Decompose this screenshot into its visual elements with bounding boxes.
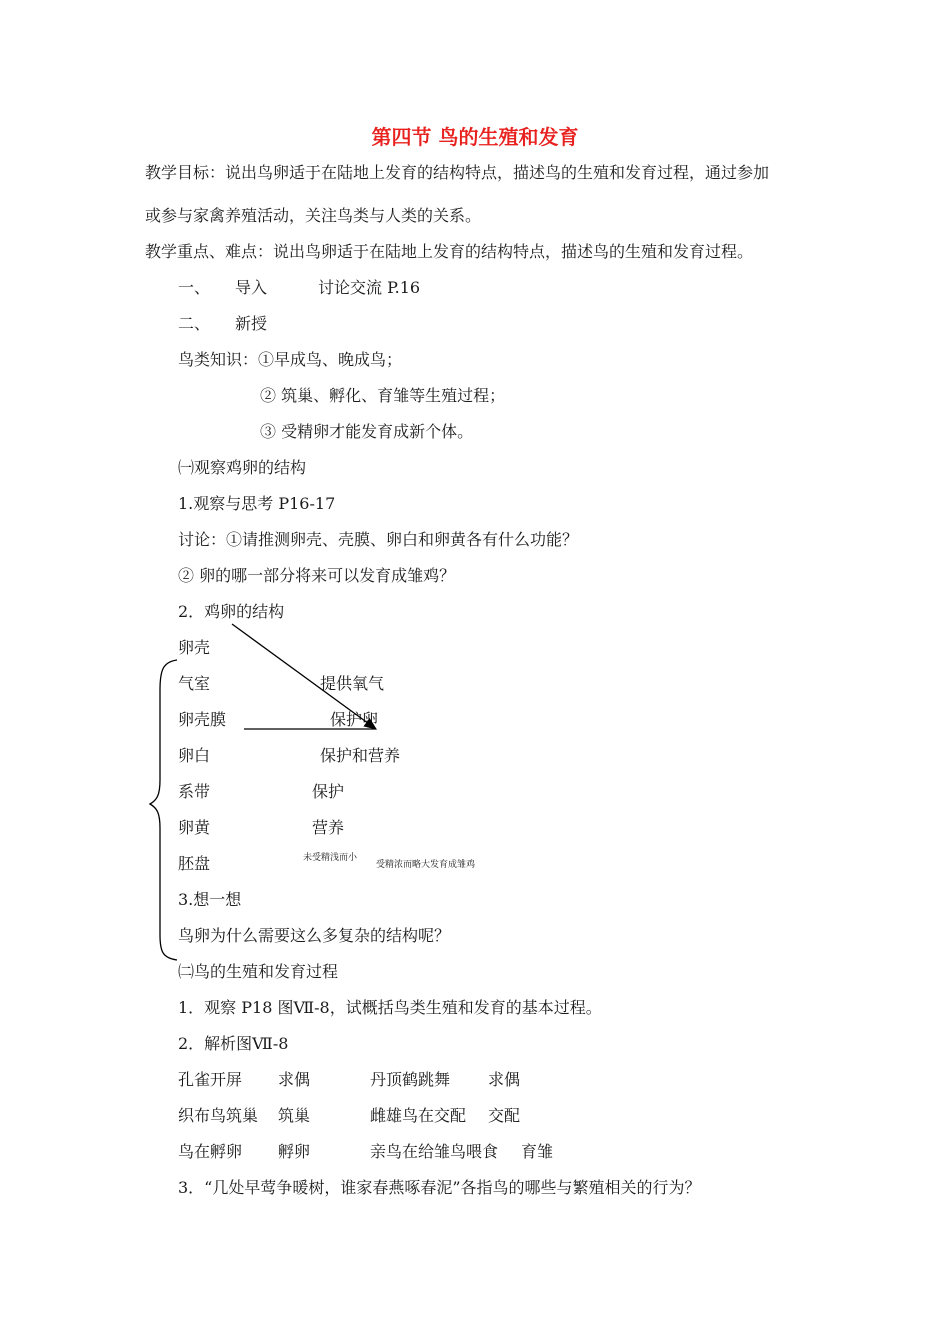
behavior-example: 孔雀开屏 <box>178 1070 243 1089</box>
egg-function-air-cell: 提供氧气 <box>320 674 385 693</box>
egg-part-shell-membrane: 卵壳膜 <box>178 710 227 729</box>
bird-knowledge-item-2: ② 筑巢、孵化、育雏等生殖过程； <box>260 386 506 405</box>
page-title: 第四节 鸟的生殖和发育 <box>371 125 579 149</box>
teaching-goals-line-1: 教学目标：说出鸟卵适于在陆地上发育的结构特点，描述鸟的生殖和发育过程，通过参加 <box>145 163 770 182</box>
section-2-name: 新授 <box>235 314 268 333</box>
discussion-1: 讨论：①请推测卵壳、壳膜、卵白和卵黄各有什么功能？ <box>178 530 579 549</box>
behavior-example: 亲鸟在给雏鸟喂食 <box>370 1142 499 1161</box>
part-2-heading: ㈡鸟的生殖和发育过程 <box>178 962 339 981</box>
think-heading: 3.想一想 <box>178 890 242 909</box>
key-points: 教学重点、难点：说出鸟卵适于在陆地上发育的结构特点，描述鸟的生殖和发育过程。 <box>145 242 754 261</box>
section-2-number: 二、 <box>178 314 211 333</box>
part-2-item-1: 1．观察 P18 图Ⅶ-8，试概括鸟类生殖和发育的基本过程。 <box>178 998 602 1017</box>
question-3: 3．“几处早莺争暖树，谁家春燕啄春泥”各指鸟的哪些与繁殖相关的行为？ <box>178 1178 701 1197</box>
behavior-example: 雌雄鸟在交配 <box>370 1106 467 1125</box>
behavior-type: 交配 <box>488 1106 521 1125</box>
egg-structure-heading: 2．鸡卵的结构 <box>178 602 285 621</box>
think-question: 鸟卵为什么需要这么多复杂的结构呢？ <box>178 926 451 945</box>
embryo-note-unfertilized: 未受精浅而小 <box>303 853 358 863</box>
egg-part-chalaza: 系带 <box>178 782 211 801</box>
observe-think: 1.观察与思考 P16-17 <box>178 494 336 513</box>
part-1-heading: ㈠观察鸡卵的结构 <box>178 458 307 477</box>
embryo-note-fertilized: 受精浓而略大发育成雏鸡 <box>376 860 476 870</box>
bird-knowledge-label: 鸟类知识：①早成鸟、晚成鸟； <box>178 350 403 369</box>
behavior-type: 求偶 <box>488 1070 521 1089</box>
egg-part-germinal-disc: 胚盘 <box>178 854 211 873</box>
egg-function-albumen: 保护和营养 <box>320 746 401 765</box>
egg-part-air-cell: 气室 <box>178 674 211 693</box>
section-1-name: 导入 <box>235 278 268 297</box>
egg-function-yolk: 营养 <box>312 818 345 837</box>
section-1-number: 一、 <box>178 278 211 297</box>
egg-part-shell: 卵壳 <box>178 638 211 657</box>
bird-knowledge-item-3: ③ 受精卵才能发育成新个体。 <box>260 422 474 441</box>
behavior-type: 育雏 <box>521 1142 554 1161</box>
discussion-2: ② 卵的哪一部分将来可以发育成雏鸡？ <box>178 566 456 585</box>
behavior-example: 丹顶鹤跳舞 <box>370 1070 451 1089</box>
egg-part-yolk: 卵黄 <box>178 818 211 837</box>
teaching-goals-line-2: 或参与家禽养殖活动，关注鸟类与人类的关系。 <box>145 206 482 225</box>
curly-brace <box>150 660 177 960</box>
part-2-item-2: 2．解析图Ⅶ-8 <box>178 1034 289 1053</box>
egg-function-shell-membrane: 保护卵 <box>330 710 379 729</box>
behavior-example: 织布鸟筑巢 <box>178 1106 259 1125</box>
section-1-text: 讨论交流 P.16 <box>318 278 421 297</box>
egg-function-chalaza: 保护 <box>312 782 345 801</box>
behavior-type: 孵卵 <box>278 1142 311 1161</box>
arrow-diagonal <box>232 624 379 729</box>
behavior-example: 鸟在孵卵 <box>178 1142 243 1161</box>
behavior-type: 筑巢 <box>278 1106 311 1125</box>
behavior-type: 求偶 <box>278 1070 311 1089</box>
egg-part-albumen: 卵白 <box>178 746 211 765</box>
